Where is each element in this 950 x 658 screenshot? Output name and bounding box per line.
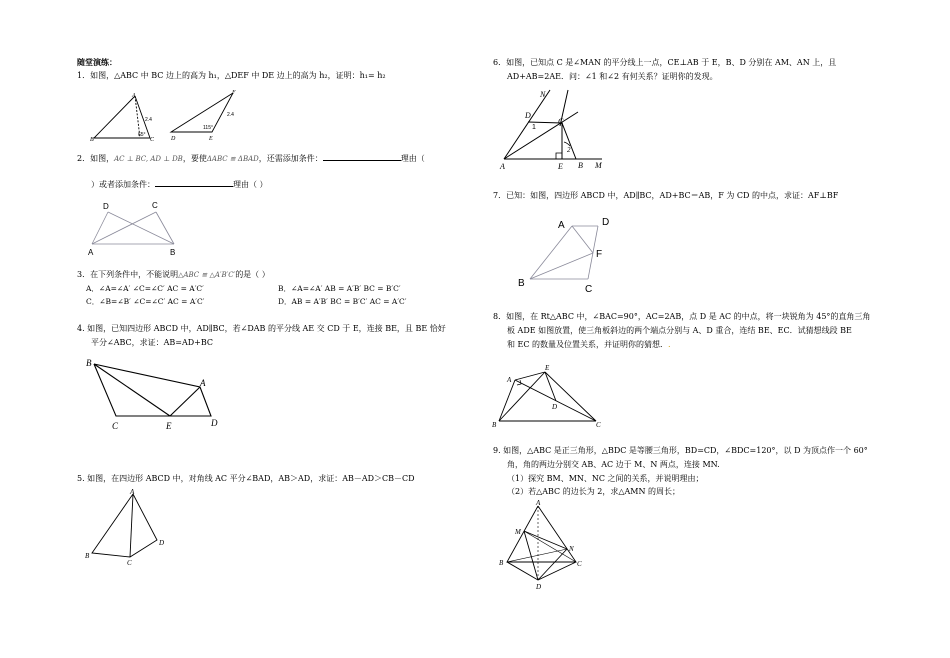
question-4-line2: 平分∠ABC，求证：AB=AD+BC xyxy=(91,338,214,347)
fig1-label-D: D xyxy=(171,136,176,142)
question-2-line1 xyxy=(77,152,425,165)
fig2-label-C: C xyxy=(152,201,158,210)
figure-6-angle-bisector xyxy=(498,86,613,172)
question-7: 7．已知：如图，四边形 ABCD 中，AD∥BC，AD+BC＝AB，F 为 CD 的中点，求证：AF⊥BF xyxy=(493,191,839,200)
fig4-label-B: B xyxy=(86,358,92,368)
q2-reason-1: 理由（ xyxy=(400,154,425,163)
question-9-sub2: （2）若△ABC 的边长为 2，求△AMN 的周长； xyxy=(507,487,681,496)
question-8-line2: 板 ADE 如图放置，使三角板斜边的两个端点分别与 A、D 重合，连结 BE、EC．试猜想线段 BE xyxy=(507,326,852,335)
q3-option-c[interactable]: C．∠B=∠B′ ∠C=∠C′ AC = A′C′ xyxy=(86,297,205,306)
fig2-label-A: A xyxy=(88,248,94,257)
q3-tail: 的是（ ） xyxy=(235,270,270,279)
fig6-label-N: N xyxy=(540,90,546,99)
fig4-label-A: A xyxy=(200,378,206,388)
fig9-label-A: A xyxy=(536,499,541,507)
fig4-label-C: C xyxy=(112,421,119,431)
question-9-sub1: （1）探究 BM、MN、NC 之间的关系，并说明理由； xyxy=(507,474,704,483)
fig7-label-B: B xyxy=(518,278,525,289)
figure-1-triangles xyxy=(88,86,278,144)
fig1-label-len1: 2.4 xyxy=(145,117,152,123)
q2-math: AC ⊥ BC, AD ⊥ DB xyxy=(114,155,183,163)
fig7-label-F: F xyxy=(596,249,603,260)
q2-congruence: ΔABC ≌ ΔBAD xyxy=(206,155,259,163)
figure-9-equilateral-triangle xyxy=(494,500,589,592)
fig1-label-A: A xyxy=(132,93,136,99)
q3-option-a[interactable]: A．∠A=∠A′ ∠C=∠C′ AC = A′C′ xyxy=(86,284,204,293)
fig8-label-A: A xyxy=(507,376,512,384)
q2-blank-2[interactable] xyxy=(155,178,233,187)
fig1-label-C: C xyxy=(150,137,155,143)
fig8-label-E: E xyxy=(545,364,550,372)
figure-5-quadrilateral xyxy=(82,487,177,567)
question-9-line1: 9. 如图，△ABC 是正三角形，△BDC 是等腰三角形，BD=CD，∠BDC=120°，以 D 为顶点作一个 60° xyxy=(493,446,868,455)
fig8-label-C: C xyxy=(596,421,601,429)
figure-7-trapezoid xyxy=(512,210,617,300)
fig6-label-D: D xyxy=(525,111,531,120)
fig1-label-E: E xyxy=(209,136,213,142)
fig4-label-D: D xyxy=(211,418,218,428)
question-9-line2: 角，角的两边分别交 AB、AC 边于 M、N 两点，连接 MN. xyxy=(507,460,720,469)
q3-stem: 3．在下列条件中，不能说明 xyxy=(77,270,179,279)
fig1-label-len2: 2.4 xyxy=(227,112,234,118)
fig1-label-F: F xyxy=(232,90,236,96)
question-3 xyxy=(77,270,270,281)
q2-prefix: 2．如图， xyxy=(77,154,115,163)
fig5-label-D: D xyxy=(159,539,165,547)
fig7-label-C: C xyxy=(585,284,593,295)
section-heading: 随堂演练： xyxy=(77,58,117,67)
fig1-label-B: B xyxy=(90,137,94,143)
q3-option-b[interactable]: B．∠A=∠A′ AB = A′B′ BC = B′C′ xyxy=(278,284,401,293)
q2-reason-2: 理由（ ） xyxy=(233,180,268,189)
fig5-label-C: C xyxy=(127,559,132,567)
fig6-label-2: 2 xyxy=(567,146,571,154)
fig8-label-B: B xyxy=(492,421,497,429)
fig5-label-B: B xyxy=(85,552,90,560)
fig9-label-B: B xyxy=(499,559,504,567)
question-6-line1: 6．如图，已知点 C 是∠MAN 的平分线上一点，CE⊥AB 于 E，B、D 分别在 AM、AN 上，且 xyxy=(493,58,837,67)
q2-condition: ，还需添加条件： xyxy=(258,154,323,163)
fig5-label-A: A xyxy=(130,488,135,496)
q3-option-d[interactable]: D．AB = A′B′ BC = B′C′ AC = A′C′ xyxy=(278,297,407,306)
fig9-label-N: N xyxy=(569,545,574,553)
figure-8-right-triangle xyxy=(490,360,610,430)
figure-4-quadrilateral xyxy=(84,354,229,434)
fig2-label-D: D xyxy=(103,202,109,211)
question-8-line1: 8．如图，在 Rt△ABC 中，∠BAC=90°，AC=2AB，点 D 是 AC 的中点，将一块锐角为 45°的直角三角 xyxy=(493,312,871,321)
fig7-label-D: D xyxy=(602,217,610,228)
question-5: 5. 如图，在四边形 ABCD 中，对角线 AC 平分∠BAD，AB＞AD，求证：AB－AD＞CB－CD xyxy=(77,474,415,483)
fig6-label-M: M xyxy=(595,161,602,170)
fig6-label-E: E xyxy=(558,162,563,171)
q2-blank-1[interactable] xyxy=(323,152,401,161)
question-2-line2 xyxy=(91,178,268,191)
question-8-line3 xyxy=(507,340,671,351)
question-4-line1: 4. 如图，已知四边形 ABCD 中，AD∥BC，若∠DAB 的平分线 AE 交 CD 于 E，连接 BE，且 BE 恰好 xyxy=(77,324,446,333)
fig9-label-C: C xyxy=(577,560,582,568)
fig1-label-ang1: 65° xyxy=(138,132,146,138)
question-1: 1．如图，△ABC 中 BC 边上的高为 h₁，△DEF 中 DE 边上的高为 h₂，证明：h₁= h₂ xyxy=(77,71,386,80)
fig1-label-ang2: 115° xyxy=(203,125,213,131)
fig4-label-E: E xyxy=(166,421,172,431)
question-6-line2: AD+AB=2AE．问：∠1 和∠2 有何关系？证明你的发现。 xyxy=(507,72,718,81)
fig6-label-C: C xyxy=(558,117,564,126)
q3-congruence: △ABC ≌ △A′B′C′ xyxy=(178,271,236,279)
q8-line3-text: 和 EC 的数量及位置关系，并证明你的猜想． xyxy=(507,340,669,349)
fig6-label-B: B xyxy=(578,161,583,170)
q8-dot: . xyxy=(668,340,671,349)
fig2-label-B: B xyxy=(170,248,176,257)
q2-alt-condition: ）或者添加条件： xyxy=(91,180,155,189)
fig6-label-A: A xyxy=(500,162,505,171)
fig8-label-D: D xyxy=(552,403,558,411)
fig6-label-1: 1 xyxy=(532,124,536,131)
fig9-label-D: D xyxy=(536,583,542,591)
fig7-label-A: A xyxy=(558,220,565,231)
q2-mid: ，要使 xyxy=(182,154,207,163)
figure-2-quadrilateral xyxy=(86,198,186,260)
fig9-label-M: M xyxy=(515,528,521,536)
